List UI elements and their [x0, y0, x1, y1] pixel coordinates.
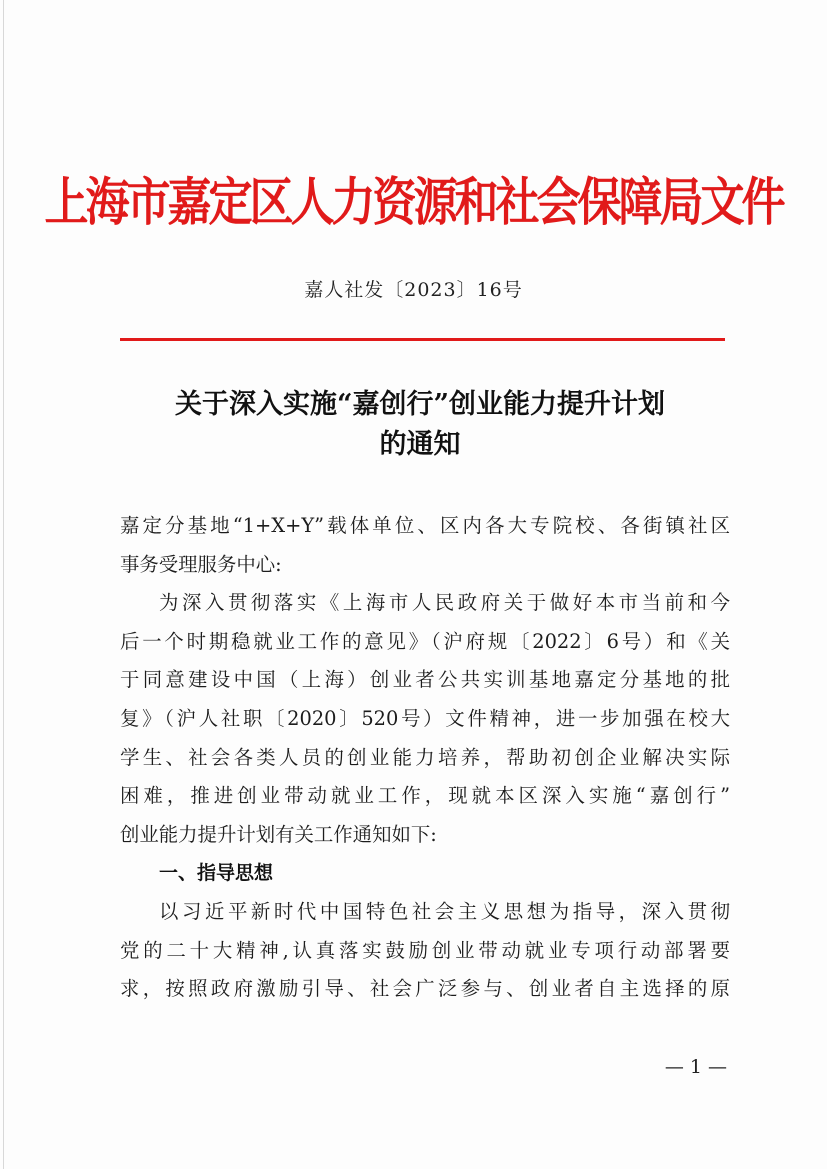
paragraph2-line-1: 以习近平新时代中国特色社会主义思想为指导，深入贯彻 — [159, 899, 730, 923]
section-heading-guiding-ideology: 一、指导思想 — [159, 862, 274, 885]
addressee-line-1: 嘉定分基地“1+X+Y”载体单位、区内各大专院校、各街镇社区 — [120, 514, 730, 537]
paragraph1-line-4: 复》（沪人社职〔2020〕520号）文件精神，进一步加强在校大 — [120, 706, 730, 730]
paragraph1-line-7: 创业能力提升计划有关工作通知如下: — [120, 822, 437, 846]
paragraph1-line-1: 为深入贯彻落实《上海市人民政府关于做好本市当前和今 — [159, 591, 730, 615]
paragraph1-line-2: 后一个时期稳就业工作的意见》（沪府规〔2022〕6号）和《关 — [120, 629, 730, 653]
paragraph1-line-3: 于同意建设中国（上海）创业者公共实训基地嘉定分基地的批 — [120, 668, 730, 692]
paragraph2-line-2: 党的二十大精神,认真落实鼓励创业带动就业专项行动部署要 — [120, 938, 730, 962]
document-title-line-2: 的通知 — [379, 429, 461, 460]
document-title — [110, 385, 730, 465]
paragraph1-line-6: 困难，推进创业带动就业工作，现就本区深入实施“嘉创行” — [120, 784, 730, 808]
paragraph1-line-5: 学生、社会各类人员的创业能力培养，帮助初创企业解决实际 — [120, 745, 730, 769]
issuer-header-title: 上海市嘉定区人力资源和社会保障局文件 — [44, 172, 783, 234]
page-number: — 1 — — [664, 1056, 727, 1078]
document-number: 嘉人社发〔2023〕16号 — [304, 279, 523, 301]
paragraph2-line-3: 求，按照政府激励引导、社会广泛参与、创业者自主选择的原 — [120, 977, 730, 1001]
addressee-line-2: 事务受理服务中心: — [120, 552, 282, 576]
document-body — [120, 507, 730, 1009]
red-divider-rule — [120, 338, 725, 341]
document-title-line-1: 关于深入实施“嘉创行”创业能力提升计划 — [174, 389, 666, 420]
